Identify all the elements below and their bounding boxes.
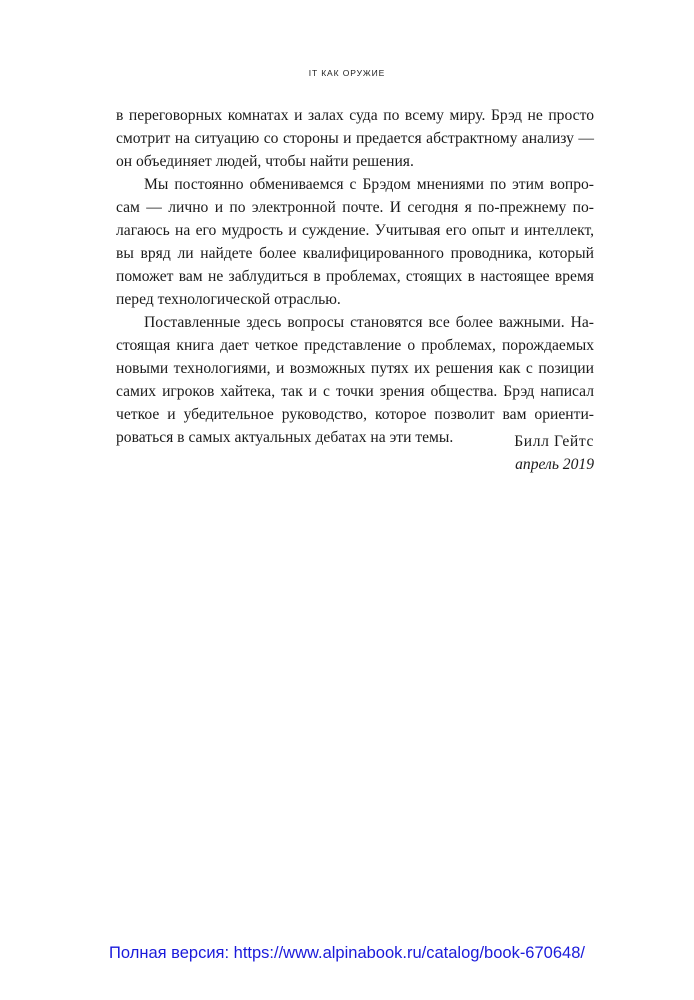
body-text: [116, 104, 594, 449]
paragraph-2-line-2: сам — лично и по электронной почте. И сегодня я по-прежнему по-: [116, 199, 594, 216]
signature-date: апрель 2019: [515, 456, 594, 473]
paragraph-2-line-3: лагаюсь на его мудрость и суждение. Учитывая его опыт и интеллект,: [116, 222, 594, 239]
paragraph-2-line-4: вы вряд ли найдете более квалифицированного проводника, который: [116, 245, 594, 262]
paragraph-1-line-2: смотрит на ситуацию со стороны и предается абстрактному анализу —: [116, 130, 594, 147]
signature-block: [514, 430, 594, 476]
running-head-title: IT КАК ОРУЖИЕ: [308, 68, 386, 78]
paragraph-3-line-1: Поставленные здесь вопросы становятся все более важными. На-: [144, 314, 594, 331]
paragraph-3-line-2: стоящая книга дает четкое представление о проблемах, порождаемых: [116, 337, 594, 354]
paragraph-2-line-5: поможет вам не заблудиться в проблемах, стоящих в настоящее время: [116, 268, 594, 285]
paragraph-1-line-1: в переговорных комнатах и залах суда по всему миру. Брэд не просто: [116, 107, 594, 124]
paragraph-3-line-6: роваться в самых актуальных дебатах на эти темы.: [116, 429, 454, 446]
paragraph-3-line-4: самих игроков хайтека, так и с точки зрения общества. Брэд написал: [116, 383, 594, 400]
paragraph-1-line-3: он объединяет людей, чтобы найти решения.: [116, 153, 414, 170]
paragraph-3-line-5: четкое и убедительное руководство, которое позволит вам ориенти-: [116, 406, 594, 423]
paragraph-2-line-6: перед технологической отраслью.: [116, 291, 341, 308]
full-version-link[interactable]: Полная версия: https://www.alpinabook.ru/catalog/book-670648/: [109, 944, 585, 962]
signature-name: Билл Гейтс: [514, 433, 594, 450]
paragraph-2-line-1: Мы постоянно обмениваемся с Брэдом мнениями по этим вопро-: [144, 176, 594, 193]
paragraph-3-line-3: новыми технологиями, и возможных путях их решения как с позиции: [116, 360, 594, 377]
